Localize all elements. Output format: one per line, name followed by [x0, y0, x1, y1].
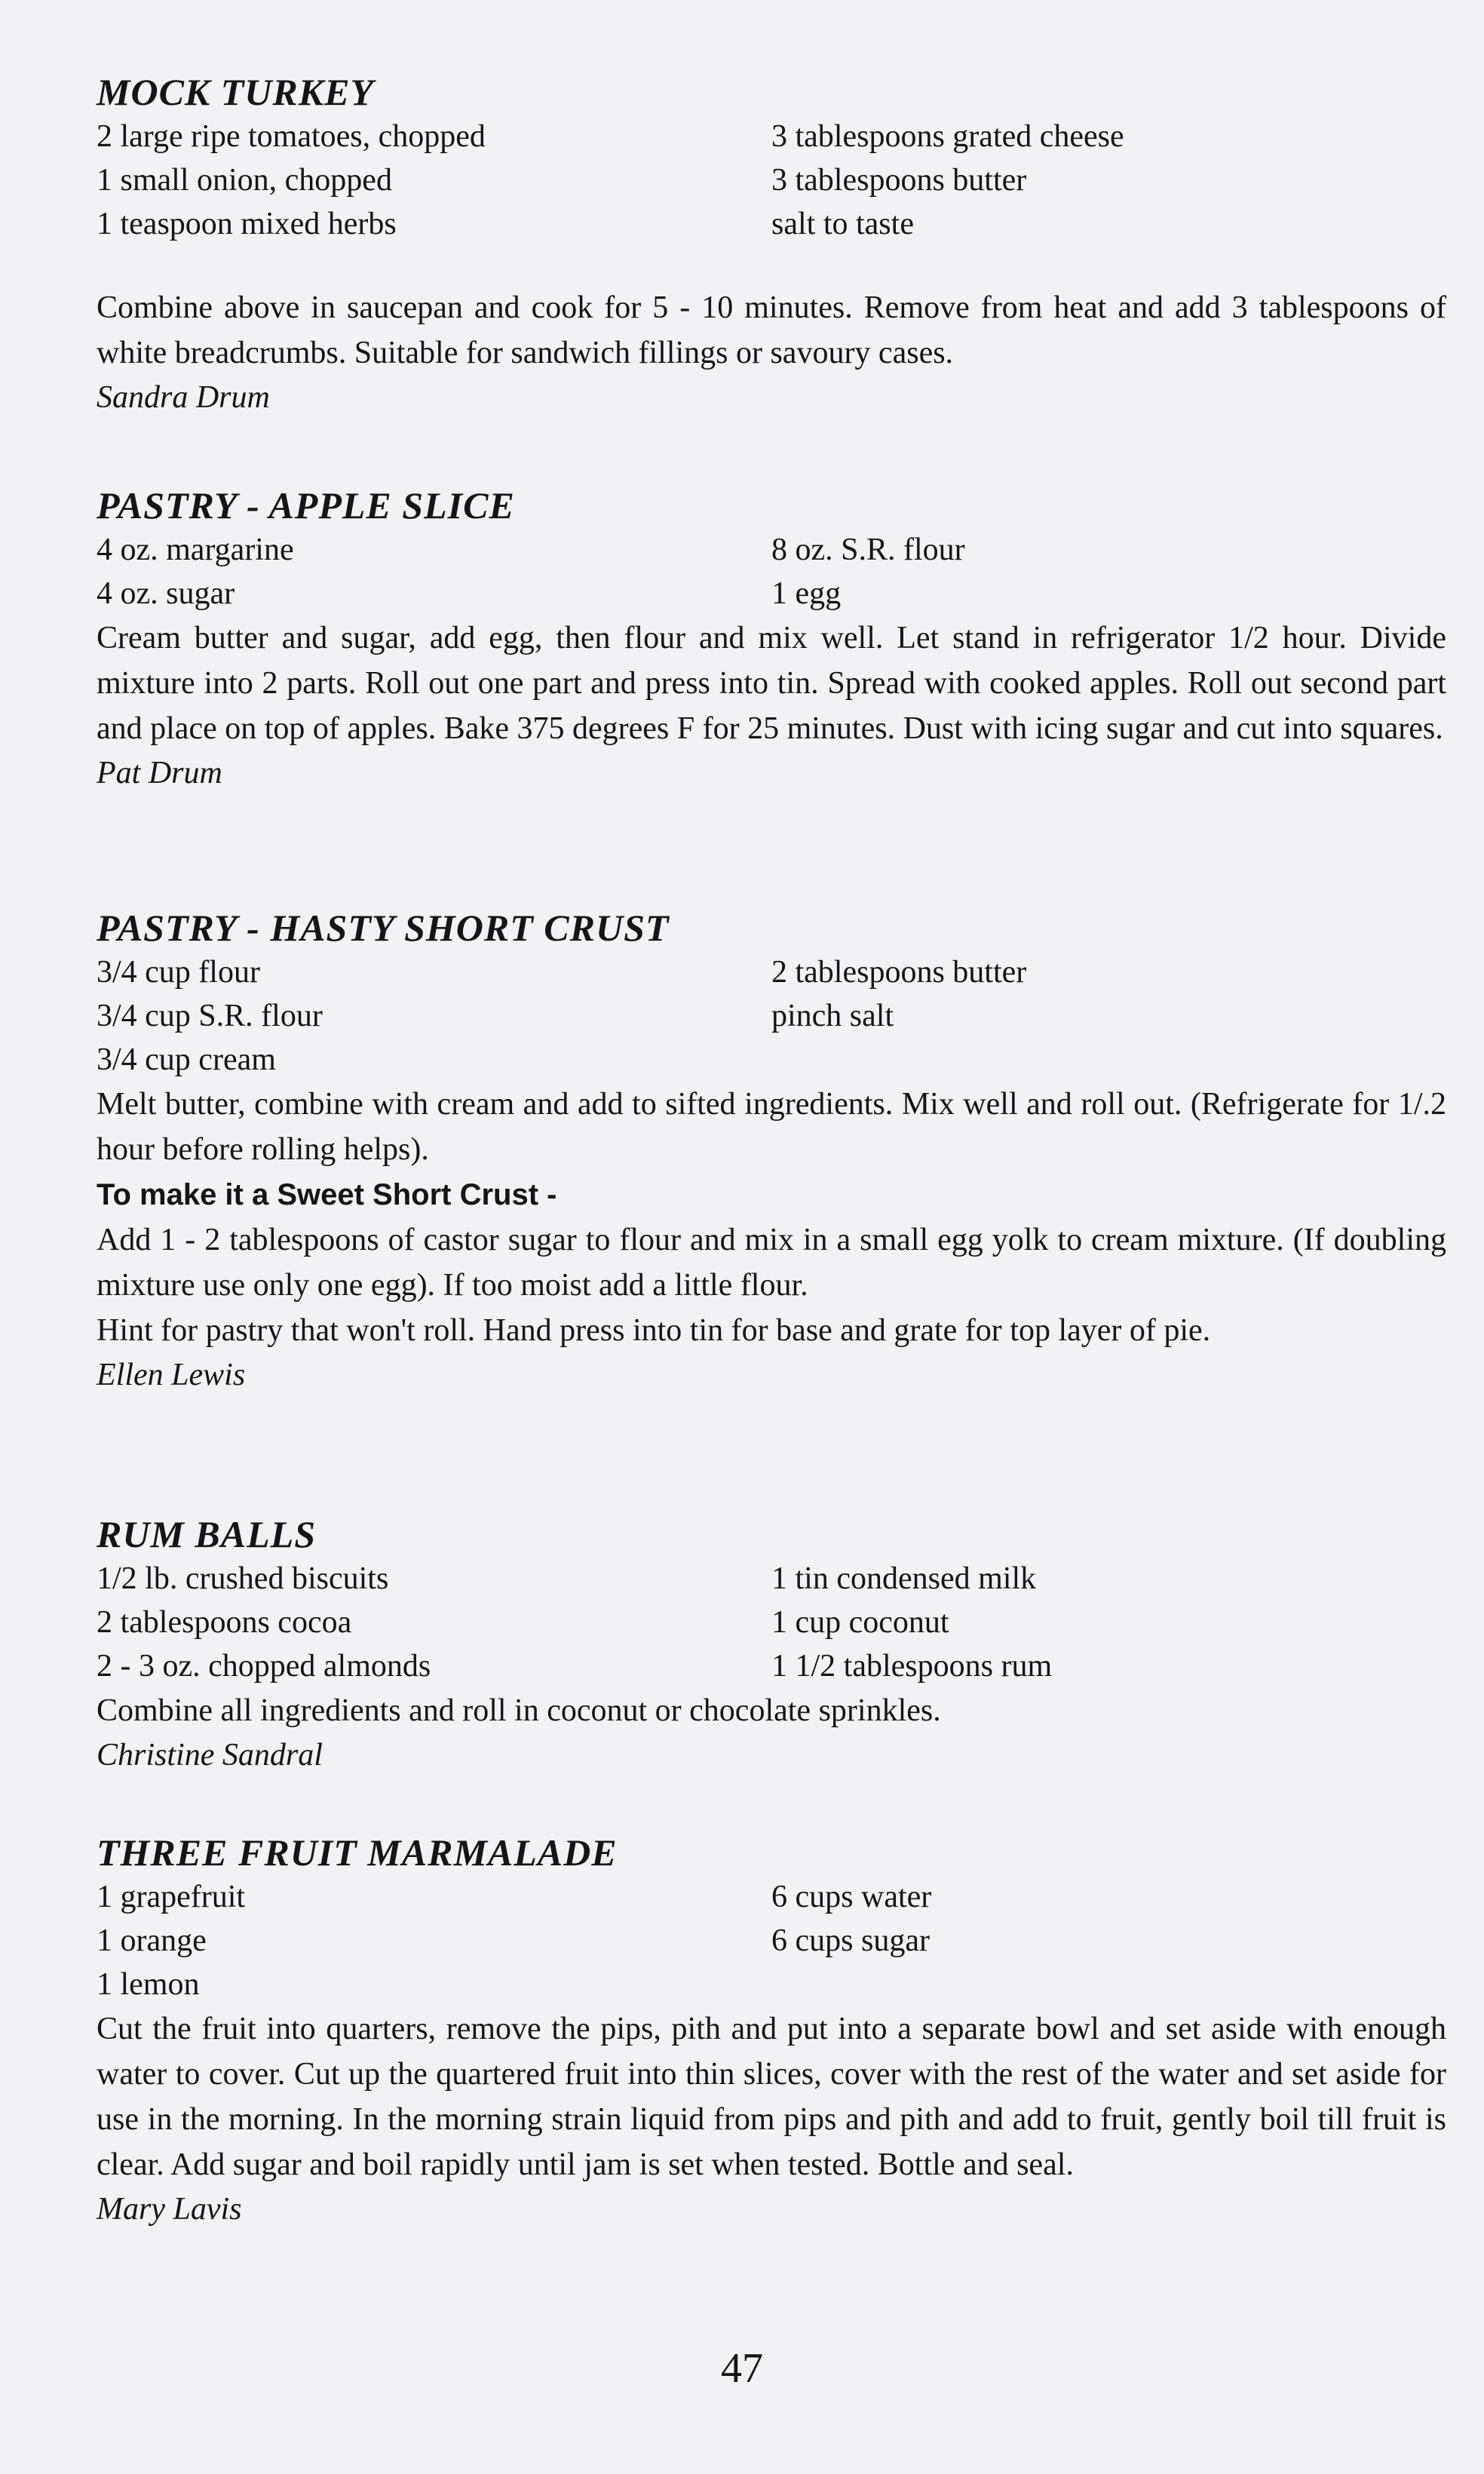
recipe-author: Sandra Drum	[97, 380, 270, 415]
ingredient: 6 cups sugar	[771, 1923, 930, 1958]
ingredient: 2 tablespoons cocoa	[97, 1605, 352, 1640]
ingredient: pinch salt	[771, 999, 894, 1033]
ingredient: 3/4 cup cream	[97, 1042, 276, 1077]
recipe-mock-turkey	[97, 69, 1446, 419]
recipe-method: Melt butter, combine with cream and add to sifted ingredients. Mix well and roll out. (Refrigerate for 1/.2 hour before rolling helps).	[97, 1087, 1446, 1167]
ingredient: 1 lemon	[97, 1967, 200, 2002]
ingredient: 4 oz. margarine	[97, 533, 294, 567]
recipe-author: Mary Lavis	[97, 2192, 242, 2227]
ingredient: 2 large ripe tomatoes, chopped	[97, 119, 486, 154]
ingredient: 2 - 3 oz. chopped almonds	[97, 1649, 431, 1684]
ingredient: 1 orange	[97, 1923, 207, 1958]
ingredients-right	[771, 1557, 1446, 1688]
recipe-title: MOCK TURKEY	[97, 71, 375, 113]
ingredient: 1 egg	[771, 576, 842, 611]
ingredient: 8 oz. S.R. flour	[771, 533, 965, 567]
recipe-method: Cut the fruit into quarters, remove the pips, pith and put into a separate bowl and set aside with enough water to cover. Cut up the quartered fruit into thin slices, cover with the rest of the water and set aside for use in the morning. In the morning strain liquid from pips and pith and add to fruit, gently boil till fruit is clear. Add sugar and boil rapidly until jam is set when tested. Bottle and seal.	[97, 2012, 1446, 2182]
ingredients-left	[97, 1557, 771, 1688]
recipe-subheading: To make it a Sweet Short Crust -	[97, 1178, 557, 1211]
ingredient: 1 small onion, chopped	[97, 163, 392, 198]
ingredient: 1 cup coconut	[771, 1605, 949, 1640]
ingredient: 1 1/2 tablespoons rum	[771, 1649, 1053, 1684]
ingredients-left	[97, 950, 771, 1082]
ingredient: 1/2 lb. crushed biscuits	[97, 1561, 389, 1596]
recipe-title: THREE FRUIT MARMALADE	[97, 1831, 618, 1874]
ingredient: 3/4 cup flour	[97, 955, 260, 990]
ingredients-left	[97, 115, 771, 246]
recipe-method: Combine all ingredients and roll in coconut or chocolate sprinkles.	[97, 1693, 941, 1728]
ingredients	[97, 528, 1446, 615]
ingredients-right	[771, 115, 1446, 246]
recipe-author: Christine Sandral	[97, 1738, 323, 1773]
ingredient: 2 tablespoons butter	[771, 955, 1027, 990]
ingredient: 3 tablespoons grated cheese	[771, 119, 1124, 154]
recipe-title: PASTRY - APPLE SLICE	[97, 484, 515, 526]
ingredients-right	[771, 528, 1446, 615]
recipe-hint: Hint for pastry that won't roll. Hand press into tin for base and grate for top layer of pie.	[97, 1313, 1211, 1348]
ingredients	[97, 1557, 1446, 1688]
ingredient: 3 tablespoons butter	[771, 163, 1027, 198]
ingredient: 4 oz. sugar	[97, 576, 235, 611]
recipe-three-fruit-marmalade	[97, 1830, 1446, 2231]
recipe-hasty-short-crust	[97, 905, 1446, 1397]
recipe-method-sweet: Add 1 - 2 tablespoons of castor sugar to flour and mix in a small egg yolk to cream mixture. (If doubling mixture use only one egg). If too moist add a little flour.	[97, 1223, 1446, 1303]
ingredient: 1 grapefruit	[97, 1880, 246, 1914]
ingredient: 1 teaspoon mixed herbs	[97, 207, 397, 241]
recipe-rum-balls	[97, 1512, 1446, 1777]
ingredients	[97, 115, 1446, 246]
ingredients-right	[771, 950, 1446, 1082]
recipe-method: Combine above in saucepan and cook for 5 - 10 minutes. Remove from heat and add 3 tablespoons of white breadcrumbs. Suitable for sandwich fillings or savoury cases.	[97, 290, 1446, 370]
ingredient: 3/4 cup S.R. flour	[97, 999, 323, 1033]
ingredients-right	[771, 1875, 1446, 2006]
recipe-apple-slice	[97, 483, 1446, 795]
ingredient: salt to taste	[771, 207, 914, 241]
ingredients	[97, 950, 1446, 1082]
recipe-author: Ellen Lewis	[97, 1358, 246, 1392]
recipe-method: Cream butter and sugar, add egg, then flour and mix well. Let stand in refrigerator 1/2 hour. Divide mixture into 2 parts. Roll out one part and press into tin. Spread with cooked apples. Roll out second part and place on top of apples. Bake 375 degrees F for 25 minutes. Dust with icing sugar and cut into squares.	[97, 621, 1446, 746]
recipe-title: RUM BALLS	[97, 1513, 317, 1555]
ingredients	[97, 1875, 1446, 2006]
page-number: 47	[721, 2345, 763, 2392]
ingredients-left	[97, 528, 771, 615]
recipe-author: Pat Drum	[97, 756, 222, 790]
ingredient: 6 cups water	[771, 1880, 932, 1914]
recipe-title: PASTRY - HASTY SHORT CRUST	[97, 907, 670, 949]
ingredients-left	[97, 1875, 771, 2006]
ingredient: 1 tin condensed milk	[771, 1561, 1037, 1596]
